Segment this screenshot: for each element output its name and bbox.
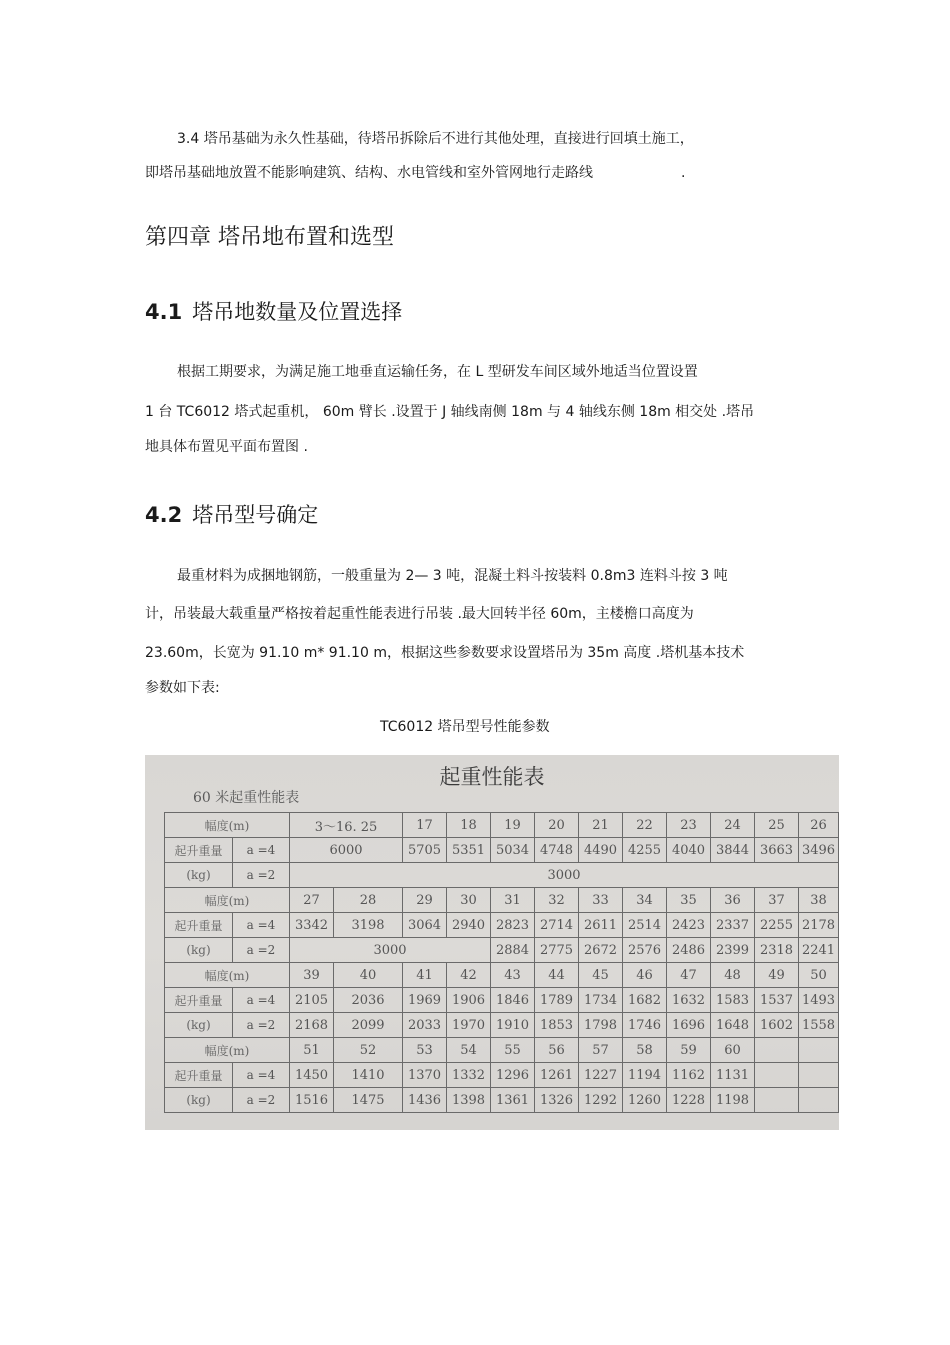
load-value: 2672	[579, 938, 623, 963]
load-value: 2033	[403, 1013, 447, 1038]
range-label: 幅度(m)	[165, 813, 290, 838]
sec-4-1-line2: 1 台 TC6012 塔式起重机， 60m 臂长 .设置于 J 轴线南侧 18m 与 4 轴线东侧 18m 相交处 .塔吊	[145, 404, 755, 420]
table-row	[165, 988, 839, 1013]
table-row	[165, 938, 839, 963]
load-value: 1516	[290, 1088, 334, 1113]
load-value: 1361	[491, 1088, 535, 1113]
range-value: 55	[491, 1038, 535, 1063]
range-value: 42	[447, 963, 491, 988]
empty-cell	[755, 1063, 799, 1088]
load-value: 1410	[334, 1063, 403, 1088]
load-value: 2714	[535, 913, 579, 938]
load-value: 1970	[447, 1013, 491, 1038]
range-value: 43	[491, 963, 535, 988]
load-value: 4040	[667, 838, 711, 863]
range-label: 幅度(m)	[165, 888, 290, 913]
load-value: 1648	[711, 1013, 755, 1038]
rope-a2-label: a =2	[233, 938, 290, 963]
range-value: 25	[755, 813, 799, 838]
sec-4-2-line2: 计，吊装最大载重量严格按着起重性能表进行吊装 .最大回转半径 60m，主楼檐口高度为	[145, 606, 694, 622]
load-value: 2423	[667, 913, 711, 938]
load-value: 1162	[667, 1063, 711, 1088]
load-value: 4490	[579, 838, 623, 863]
range-value: 58	[623, 1038, 667, 1063]
load-value: 1436	[403, 1088, 447, 1113]
load-value: 1682	[623, 988, 667, 1013]
range-value: 30	[447, 888, 491, 913]
load-value: 1198	[711, 1088, 755, 1113]
load-value: 2884	[491, 938, 535, 963]
range-value: 22	[623, 813, 667, 838]
load-value: 1261	[535, 1063, 579, 1088]
range-value: 23	[667, 813, 711, 838]
table-row	[165, 813, 839, 838]
range-value: 52	[334, 1038, 403, 1063]
table-caption: TC6012 塔吊型号性能参数	[380, 719, 550, 735]
range-value: 53	[403, 1038, 447, 1063]
range-value: 19	[491, 813, 535, 838]
load-value: 5351	[447, 838, 491, 863]
load-value: 1798	[579, 1013, 623, 1038]
section-4-2-number: 4.2	[145, 503, 183, 527]
empty-cell	[799, 1038, 839, 1063]
load-value: 1398	[447, 1088, 491, 1113]
load-value: 1853	[535, 1013, 579, 1038]
range-value: 17	[403, 813, 447, 838]
load-value: 3198	[334, 913, 403, 938]
load-value: 2036	[334, 988, 403, 1013]
load-value: 5705	[403, 838, 447, 863]
load-value: 3844	[711, 838, 755, 863]
load-value: 1296	[491, 1063, 535, 1088]
rope-a4-label: a =4	[233, 913, 290, 938]
table-row	[165, 913, 839, 938]
table-row	[165, 888, 839, 913]
photo-subtitle: 60 米起重性能表	[193, 790, 300, 806]
range-value: 34	[623, 888, 667, 913]
lifting-capacity-table	[164, 812, 839, 1113]
load-value: 1475	[334, 1088, 403, 1113]
load-value: 2611	[579, 913, 623, 938]
weight-label: 起升重量	[165, 988, 233, 1013]
range-value: 36	[711, 888, 755, 913]
load-value: 2178	[799, 913, 839, 938]
para-3-4-line1: 3.4 塔吊基础为永久性基础，待塔吊拆除后不进行其他处理，直接进行回填土施工，	[177, 131, 694, 147]
range-value: 50	[799, 963, 839, 988]
empty-cell	[799, 1063, 839, 1088]
load-value: 2241	[799, 938, 839, 963]
range-value: 59	[667, 1038, 711, 1063]
weight-unit-label: (kg)	[165, 938, 233, 963]
rope-a2-label: a =2	[233, 863, 290, 888]
load-value: 1696	[667, 1013, 711, 1038]
table-row	[165, 1063, 839, 1088]
load-value: 2337	[711, 913, 755, 938]
section-4-1-number: 4.1	[145, 300, 183, 324]
range-value: 46	[623, 963, 667, 988]
range-value: 27	[290, 888, 334, 913]
range-label: 幅度(m)	[165, 963, 290, 988]
para-3-4-line2-end: .	[681, 165, 686, 181]
load-value: 5034	[491, 838, 535, 863]
load-value: 3000	[290, 938, 491, 963]
load-value: 1228	[667, 1088, 711, 1113]
weight-label: 起升重量	[165, 1063, 233, 1088]
load-value: 1969	[403, 988, 447, 1013]
para-3-4-line2: 即塔吊基础地放置不能影响建筑、结构、水电管线和室外管网地行走路线	[145, 165, 593, 181]
load-value: 1558	[799, 1013, 839, 1038]
range-value: 47	[667, 963, 711, 988]
section-4-2-heading	[145, 501, 318, 529]
rope-a2-label: a =2	[233, 1013, 290, 1038]
load-value: 3342	[290, 913, 334, 938]
weight-unit-label: (kg)	[165, 1013, 233, 1038]
load-value: 1131	[711, 1063, 755, 1088]
load-value: 1906	[447, 988, 491, 1013]
range-value: 31	[491, 888, 535, 913]
range-value: 60	[711, 1038, 755, 1063]
rope-a4-label: a =4	[233, 1063, 290, 1088]
rope-a2-label: a =2	[233, 1088, 290, 1113]
range-value: 35	[667, 888, 711, 913]
load-value: 4255	[623, 838, 667, 863]
sec-4-1-line1: 根据工期要求，为满足施工地垂直运输任务，在 L 型研发车间区域外地适当位置设置	[177, 364, 698, 380]
section-4-1-heading	[145, 298, 402, 326]
range-value: 44	[535, 963, 579, 988]
range-value: 26	[799, 813, 839, 838]
load-value: 1602	[755, 1013, 799, 1038]
range-value: 51	[290, 1038, 334, 1063]
load-value: 1292	[579, 1088, 623, 1113]
range-value: 40	[334, 963, 403, 988]
weight-label: 起升重量	[165, 913, 233, 938]
load-value: 6000	[290, 838, 403, 863]
empty-cell	[799, 1088, 839, 1113]
load-value: 1734	[579, 988, 623, 1013]
load-value: 2514	[623, 913, 667, 938]
load-value: 1846	[491, 988, 535, 1013]
range-value: 20	[535, 813, 579, 838]
load-value: 1583	[711, 988, 755, 1013]
range-value: 39	[290, 963, 334, 988]
load-value: 3064	[403, 913, 447, 938]
lifting-capacity-photo	[145, 755, 839, 1130]
load-value: 2399	[711, 938, 755, 963]
range-value: 18	[447, 813, 491, 838]
table-row	[165, 1088, 839, 1113]
range-value: 37	[755, 888, 799, 913]
sec-4-2-line3: 23.60m，长宽为 91.10 m* 91.10 m，根据这些参数要求设置塔吊为 35m 高度 .塔机基本技术	[145, 645, 745, 661]
range-value: 24	[711, 813, 755, 838]
table-row	[165, 838, 839, 863]
load-value: 2099	[334, 1013, 403, 1038]
load-value: 1537	[755, 988, 799, 1013]
range-value: 3～16. 25	[290, 813, 403, 838]
sec-4-1-line3: 地具体布置见平面布置图 .	[145, 439, 308, 455]
load-value: 2775	[535, 938, 579, 963]
range-value: 33	[579, 888, 623, 913]
range-value: 57	[579, 1038, 623, 1063]
load-value: 1194	[623, 1063, 667, 1088]
load-value: 4748	[535, 838, 579, 863]
load-value: 1326	[535, 1088, 579, 1113]
load-value: 2168	[290, 1013, 334, 1038]
section-4-2-title: 塔吊型号确定	[192, 503, 319, 527]
sec-4-2-line1: 最重材料为成捆地钢筋，一般重量为 2— 3 吨，混凝土料斗按装料 0.8m3 连料斗按 3 吨	[177, 568, 728, 584]
range-value: 32	[535, 888, 579, 913]
load-value: 2255	[755, 913, 799, 938]
range-value: 49	[755, 963, 799, 988]
load-value: 2318	[755, 938, 799, 963]
range-label: 幅度(m)	[165, 1038, 290, 1063]
load-value: 1789	[535, 988, 579, 1013]
range-value: 29	[403, 888, 447, 913]
range-value: 54	[447, 1038, 491, 1063]
rope-a4-label: a =4	[233, 838, 290, 863]
photo-title: 起重性能表	[439, 765, 545, 789]
load-value: 2823	[491, 913, 535, 938]
load-value: 1632	[667, 988, 711, 1013]
rope-a4-label: a =4	[233, 988, 290, 1013]
weight-unit-label: (kg)	[165, 863, 233, 888]
empty-cell	[755, 1088, 799, 1113]
load-value: 3663	[755, 838, 799, 863]
load-value: 1260	[623, 1088, 667, 1113]
weight-unit-label: (kg)	[165, 1088, 233, 1113]
load-value: 1450	[290, 1063, 334, 1088]
range-value: 45	[579, 963, 623, 988]
load-value: 1227	[579, 1063, 623, 1088]
range-value: 41	[403, 963, 447, 988]
section-4-1-title: 塔吊地数量及位置选择	[192, 300, 403, 324]
table-row	[165, 1013, 839, 1038]
load-value: 3496	[799, 838, 839, 863]
sec-4-2-line4: 参数如下表:	[145, 680, 220, 696]
load-value: 2576	[623, 938, 667, 963]
load-value: 1332	[447, 1063, 491, 1088]
table-row	[165, 863, 839, 888]
range-value: 28	[334, 888, 403, 913]
range-value: 21	[579, 813, 623, 838]
table-row	[165, 1038, 839, 1063]
load-value: 1370	[403, 1063, 447, 1088]
load-value: 3000	[290, 863, 839, 888]
table-row	[165, 963, 839, 988]
load-value: 1746	[623, 1013, 667, 1038]
chapter-4-title: 第四章 塔吊地布置和选型	[145, 225, 394, 250]
range-value: 38	[799, 888, 839, 913]
range-value: 56	[535, 1038, 579, 1063]
load-value: 1493	[799, 988, 839, 1013]
load-value: 2105	[290, 988, 334, 1013]
load-value: 2486	[667, 938, 711, 963]
load-value: 1910	[491, 1013, 535, 1038]
range-value: 48	[711, 963, 755, 988]
load-value: 2940	[447, 913, 491, 938]
weight-label: 起升重量	[165, 838, 233, 863]
empty-cell	[755, 1038, 799, 1063]
